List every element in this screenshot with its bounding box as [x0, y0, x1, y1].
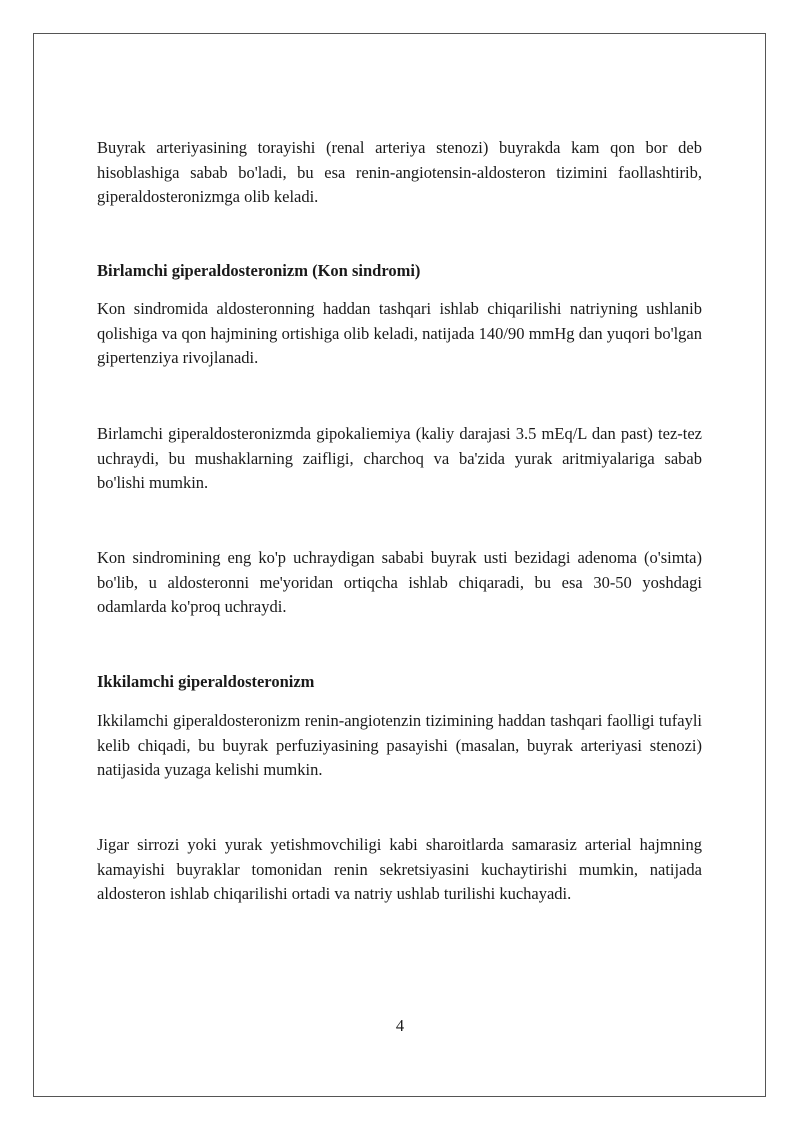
paragraph-renal-artery-stenosis: Buyrak arteriyasining torayishi (renal arteriya stenozi) buyrakda kam qon bor deb hisoblashiga sabab bo'ladi, bu esa renin-angiotensin-aldosteron tizimini faollashtirib, giperaldosteronizmga olib keladi.: [97, 138, 702, 207]
page-number: 4: [395, 1016, 405, 1035]
paragraph-adrenal-adenoma: Kon sindromining eng ko'p uchraydigan sababi buyrak usti bezidagi adenoma (o'simta) bo'lib, u aldosteronni me'yoridan ortiqcha ishlab chiqaradi, bu esa 30-50 yoshdagi odamlarda ko'proq uchraydi.: [97, 548, 702, 617]
paragraph-conn-syndrome-hypertension: Kon sindromida aldosteronning haddan tashqari ishlab chiqarilishi natriyning ushlanib qolishiga va qon hajmining ortishiga olib keladi, natijada 140/90 mmHg dan yuqori bo'lgan gipertenziya rivojlanadi.: [97, 299, 702, 368]
heading-primary-hyperaldosteronism: Birlamchi giperaldosteronizm (Kon sindromi): [97, 261, 421, 280]
paragraph-renin-angiotensin-activity: Ikkilamchi giperaldosteronizm renin-angiotenzin tizimining haddan tashqari faolligi tufayli kelib chiqadi, bu buyrak perfuziyasining pasayishi (masalan, buyrak arteriyasi stenozi) natijasida yuzaga kelishi mumkin.: [97, 711, 702, 780]
paragraph-hypokalemia: Birlamchi giperaldosteronizmda gipokaliemiya (kaliy darajasi 3.5 mEq/L dan past) tez-tez uchraydi, bu mushaklarning zaifligi, charchoq va ba'zida yurak aritmiyalariga sabab bo'lishi mumkin.: [97, 424, 702, 493]
heading-secondary-hyperaldosteronism: Ikkilamchi giperaldosteronizm: [97, 672, 315, 691]
paragraph-cirrhosis-heart-failure: Jigar sirrozi yoki yurak yetishmovchiligi kabi sharoitlarda samarasiz arterial hajmning kamayishi buyraklar tomonidan renin sekretsiyasini kuchaytirishi mumkin, natijada aldosteron ishlab chiqarilishi ortadi va natriy ushlab turilishi kuchayadi.: [97, 835, 702, 904]
